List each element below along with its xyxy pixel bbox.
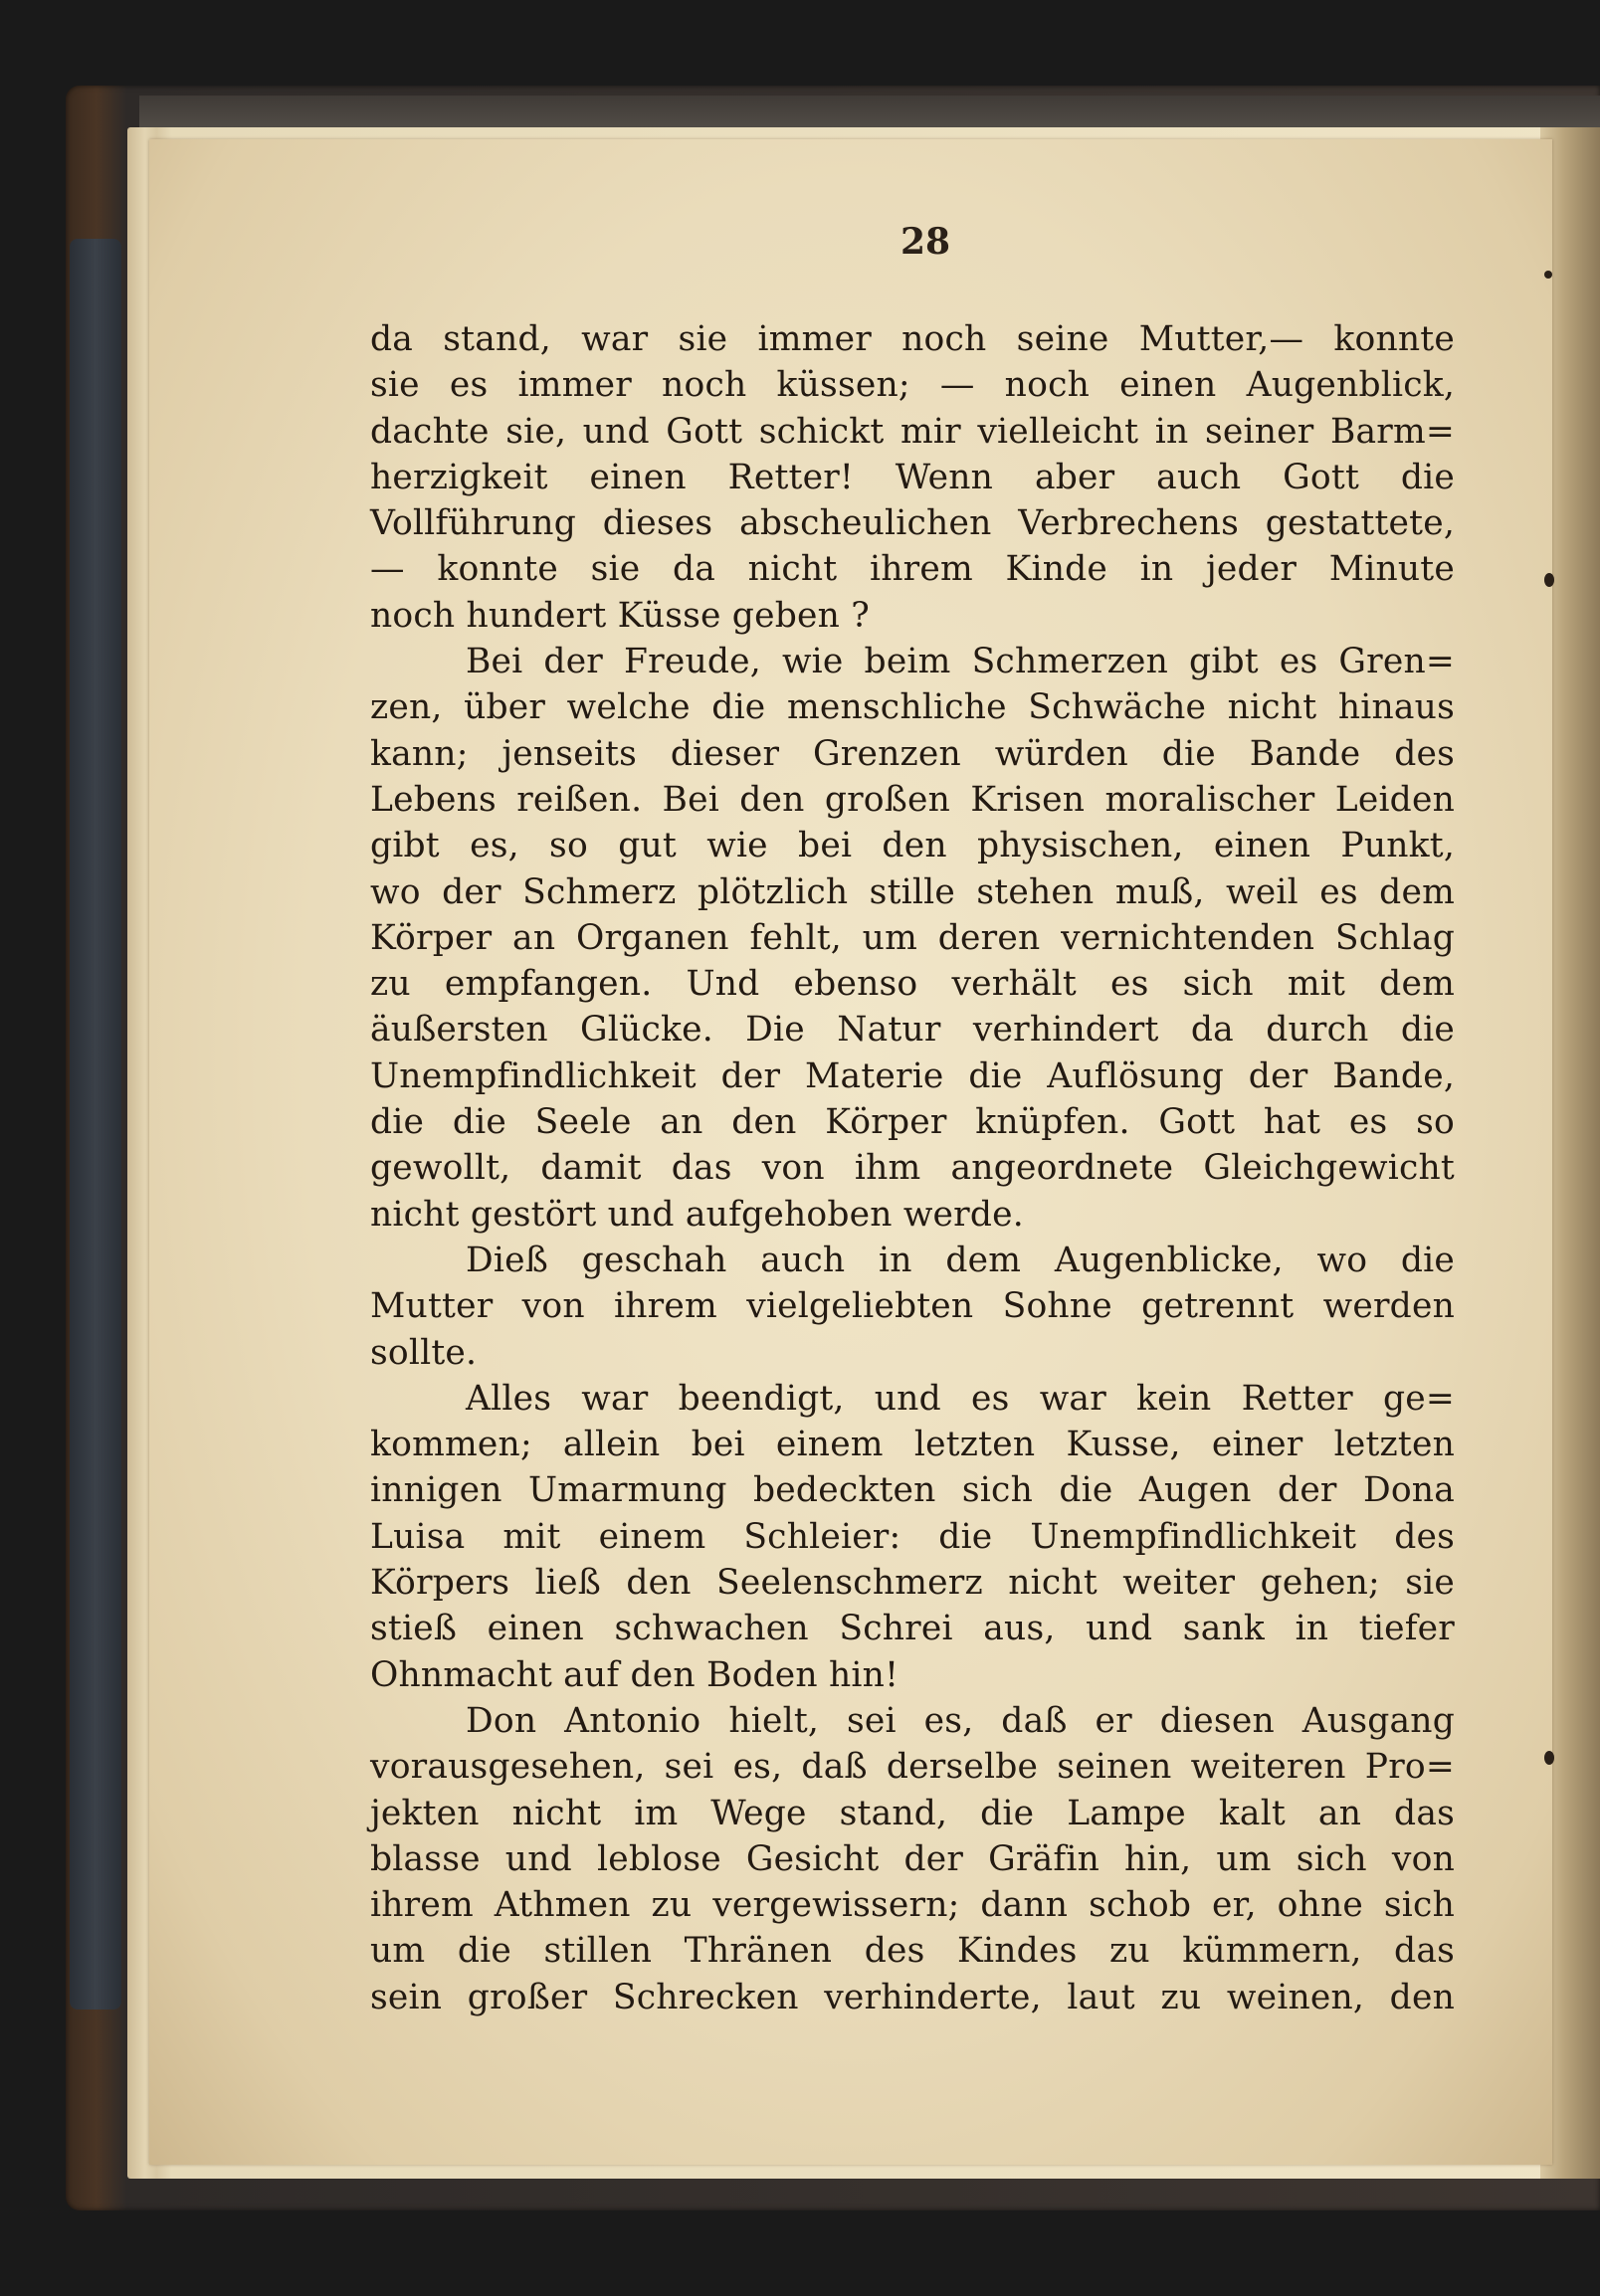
text-line: kann; jenseits dieser Grenzen würden die Bande des: [370, 733, 1455, 774]
text-line: kommen; allein bei einem letzten Kusse, einer letzten: [370, 1425, 1455, 1465]
text-line: vorausgesehen, sei es, daß derselbe seinen weiteren Pro=: [370, 1747, 1455, 1788]
text-line: zu empfangen. Und ebenso verhält es sich mit dem: [370, 964, 1455, 1005]
text-line: nicht gestört und aufgehoben werde.: [370, 1194, 1024, 1235]
text-line: Körpers ließ den Seelenschmerz nicht weiter gehen; sie: [370, 1563, 1455, 1604]
text-line: sie es immer noch küssen; — noch einen Augenblick,: [370, 365, 1455, 406]
text-line: Alles war beendigt, und es war kein Retter ge=: [466, 1378, 1455, 1419]
text-line: sein großer Schrecken verhinderte, laut zu weinen, den: [370, 1977, 1455, 2017]
text-line: Bei der Freude, wie beim Schmerzen gibt es Gren=: [466, 642, 1455, 682]
cover-spine-edge: [70, 239, 121, 2009]
text-line: Ohnmacht auf den Boden hin!: [370, 1654, 900, 1695]
text-line: Lebens reißen. Bei den großen Krisen moralischer Leiden: [370, 779, 1455, 820]
text-line: äußersten Glücke. Die Natur verhindert da durch die: [370, 1010, 1455, 1051]
text-line: Don Antonio hielt, sei es, daß er diesen Ausgang: [466, 1700, 1455, 1741]
text-line: jekten nicht im Wege stand, die Lampe kalt an das: [370, 1793, 1455, 1833]
text-line: wo der Schmerz plötzlich stille stehen muß, weil es dem: [370, 871, 1455, 912]
text-line: noch hundert Küsse geben ?: [370, 595, 870, 636]
text-line: Dieß geschah auch in dem Augenblicke, wo die: [466, 1240, 1455, 1280]
text-line: Mutter von ihrem vielgeliebten Sohne getrennt werden: [370, 1286, 1455, 1327]
text-line: gewollt, damit das von ihm angeordnete Gleichgewicht: [370, 1148, 1455, 1189]
text-line: um die stillen Thränen des Kindes zu kümmern, das: [370, 1931, 1455, 1972]
text-line: Körper an Organen fehlt, um deren vernichtenden Schlag: [370, 917, 1455, 958]
ink-speck: [1544, 573, 1554, 587]
text-line: — konnte sie da nicht ihrem Kinde in jeder Minute: [370, 549, 1455, 590]
text-line: Luisa mit einem Schleier: die Unempfindlichkeit des: [370, 1516, 1455, 1557]
text-line: dachte sie, und Gott schickt mir vielleicht in seiner Barm=: [370, 411, 1455, 452]
text-line: herzigkeit einen Retter! Wenn aber auch Gott die: [370, 457, 1455, 497]
text-line: die die Seele an den Körper knüpfen. Gott hat es so: [370, 1102, 1455, 1143]
ink-speck: [1544, 271, 1552, 279]
page-number: 28: [900, 221, 951, 263]
text-line: gibt es, so gut wie bei den physischen, einen Punkt,: [370, 826, 1455, 866]
text-line: Vollführung dieses abscheulichen Verbrechens gestattete,: [370, 503, 1455, 544]
body-text: [370, 316, 1455, 2020]
text-line: blasse und leblose Gesicht der Gräfin hin, um sich von: [370, 1838, 1455, 1879]
text-line: Unempfindlichkeit der Materie die Auflösung der Bande,: [370, 1055, 1455, 1096]
text-line: stieß einen schwachen Schrei aus, und sank in tiefer: [370, 1609, 1455, 1649]
text-line: da stand, war sie immer noch seine Mutter,— konnte: [370, 319, 1455, 359]
text-line: innigen Umarmung bedeckten sich die Augen der Dona: [370, 1470, 1455, 1511]
ink-speck: [1544, 1751, 1554, 1765]
text-line: zen, über welche die menschliche Schwäche nicht hinaus: [370, 687, 1455, 728]
text-line: ihrem Athmen zu vergewissern; dann schob er, ohne sich: [370, 1885, 1455, 1926]
text-line: sollte.: [370, 1332, 478, 1373]
